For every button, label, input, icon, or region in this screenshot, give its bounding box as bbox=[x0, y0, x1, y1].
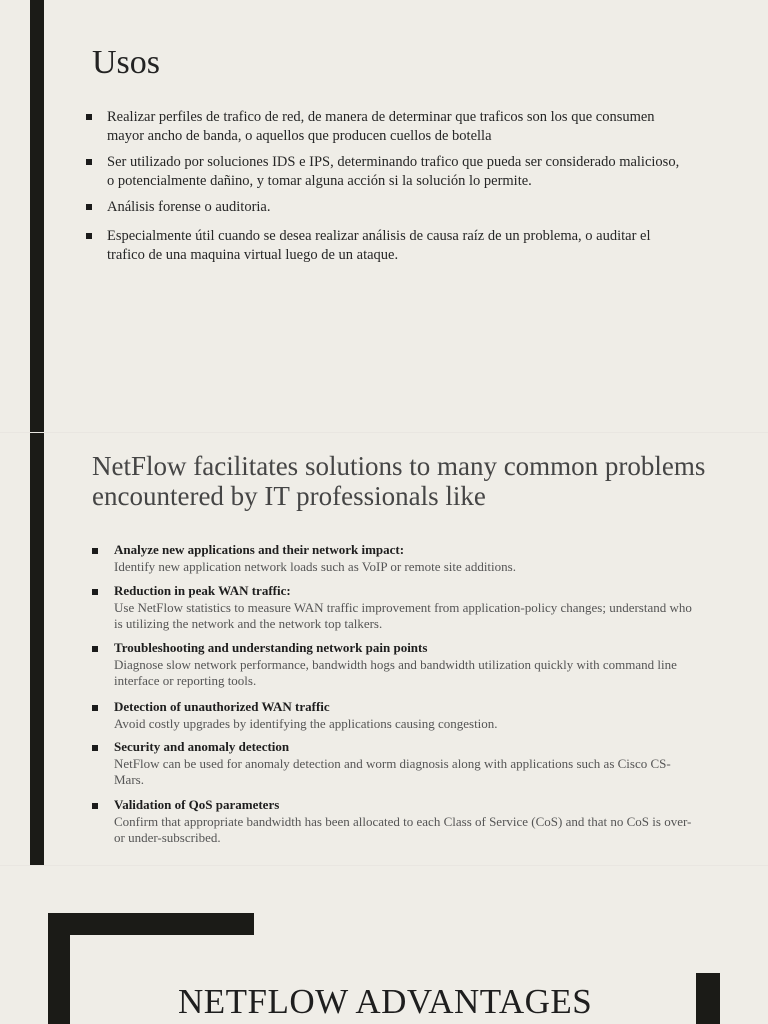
item-heading: Security and anomaly detection bbox=[114, 739, 290, 754]
item-description: Avoid costly upgrades by identifying the applications causing congestion. bbox=[114, 715, 498, 731]
bullet-square-icon bbox=[92, 548, 98, 554]
bullet-square-icon bbox=[92, 646, 98, 652]
bullet-square-icon bbox=[92, 705, 98, 711]
decorative-bar bbox=[696, 973, 720, 1024]
slide-netflow-solutions bbox=[0, 433, 768, 865]
bullet-square-icon bbox=[92, 803, 98, 809]
slide-usos bbox=[0, 0, 768, 432]
bullet-item bbox=[86, 108, 686, 146]
bullet-square-icon bbox=[86, 159, 92, 165]
decorative-bar bbox=[30, 433, 44, 865]
decorative-bar bbox=[30, 0, 44, 432]
bullet-square-icon bbox=[86, 204, 92, 210]
slide-title: NETFLOW ADVANTAGES bbox=[178, 982, 593, 1021]
bullet-item bbox=[86, 198, 686, 218]
bullet-square-icon bbox=[92, 589, 98, 595]
item-description: NetFlow can be used for anomaly detection and worm diagnosis along with applications such as Cisco CS-Mars. bbox=[114, 755, 671, 787]
slide-title: Usos bbox=[92, 44, 161, 81]
slide-title: NetFlow facilitates solutions to many common problems encountered by IT professionals like bbox=[92, 451, 706, 511]
slide-netflow-advantages bbox=[0, 866, 768, 1024]
item-description: Identify new application network loads such as VoIP or remote site additions. bbox=[114, 558, 516, 574]
decorative-corner bbox=[48, 913, 70, 1024]
bullet-item bbox=[86, 227, 686, 265]
bullet-square-icon bbox=[86, 233, 92, 239]
bullet-text: Realizar perfiles de trafico de red, de manera de determinar que traficos son los que consumen mayor ancho de banda, o aquellos que producen cuellos de botella bbox=[107, 109, 655, 144]
item-heading: Analyze new applications and their network impact: bbox=[114, 542, 405, 557]
item-heading: Validation of QoS parameters bbox=[114, 797, 280, 812]
bullet-square-icon bbox=[92, 745, 98, 751]
bullet-text: Análisis forense o auditoria. bbox=[107, 199, 271, 215]
item-description: Diagnose slow network performance, bandwidth hogs and bandwidth utilization quickly with command line interface or reporting tools. bbox=[114, 656, 677, 688]
item-description: Use NetFlow statistics to measure WAN traffic improvement from application-policy changes; understand who is utilizing the network and the network top talkers. bbox=[114, 599, 692, 631]
item-heading: Detection of unauthorized WAN traffic bbox=[114, 699, 330, 714]
bullet-item bbox=[86, 153, 686, 191]
bullet-text: Ser utilizado por soluciones IDS e IPS, determinando trafico que pueda ser considerado malicioso, o potencialmente dañino, y tomar alguna acción si la solución lo permite. bbox=[107, 154, 680, 189]
decorative-corner bbox=[48, 913, 254, 935]
item-heading: Reduction in peak WAN traffic: bbox=[114, 583, 291, 598]
item-heading: Troubleshooting and understanding network pain points bbox=[114, 640, 428, 655]
bullet-square-icon bbox=[86, 114, 92, 120]
item-description: Confirm that appropriate bandwidth has been allocated to each Class of Service (CoS) and that no CoS is over- or under-subscribed. bbox=[114, 813, 692, 845]
bullet-text: Especialmente útil cuando se desea realizar análisis de causa raíz de un problema, o auditar el trafico de una maquina virtual luego de un ataque. bbox=[107, 228, 651, 263]
